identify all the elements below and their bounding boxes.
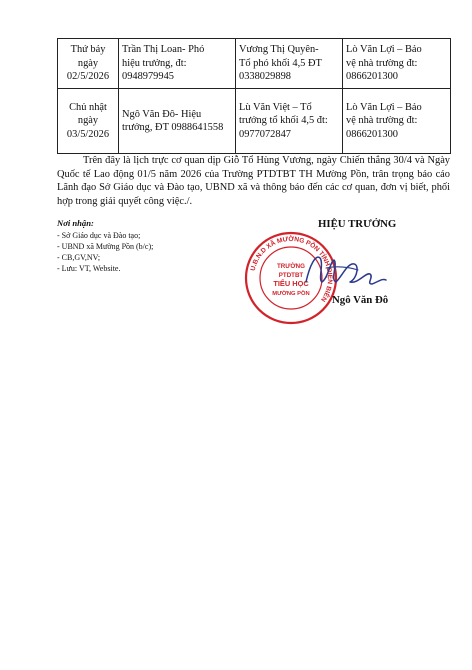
svg-text:PTDTBT: PTDTBT: [278, 272, 304, 279]
leader-cell: Trần Thị Loan- Phó hiệu trưởng, đt: 0948979945: [119, 39, 236, 89]
body-paragraph: Trên đây là lịch trực cơ quan dịp Giỗ Tổ Hùng Vương, ngày Chiến thắng 30/4 và Ngày Quốc tế Lao động 01/5 năm 2026 của Trường PTDTBT TH Mường Pồn, trân trọng báo cáo Lãnh đạo Sở Giáo dục và Đào tạo, UBND xã và thông báo đến các cơ quan, đơn vị biết, phối hợp trong giải quyết công việc./.: [57, 155, 450, 207]
guard-cell: Lò Văn Lợi – Bảo vệ nhà trường đt: 0866201300: [343, 89, 451, 154]
svg-text:TIỂU HỌC: TIỂU HỌC: [273, 279, 309, 288]
recipient-item: - CB,GV,NV;: [57, 253, 101, 262]
staff-cell: Lù Văn Việt – Tổ trưởng tổ khối 4,5 đt: 0977072847: [236, 89, 343, 154]
duty-schedule-table: [57, 38, 451, 154]
svg-text:TRƯỜNG: TRƯỜNG: [277, 263, 305, 270]
svg-text:MƯỜNG PỒN: MƯỜNG PỒN: [272, 291, 310, 297]
handwritten-signature: [300, 248, 392, 296]
signatory-name: Ngô Văn Đô: [332, 294, 389, 306]
leader-cell: Ngô Văn Đô- Hiệu trưởng, ĐT 0988641558: [119, 89, 236, 154]
recipients-block: [57, 218, 237, 274]
day-cell: Chủ nhật ngày 03/5/2026: [58, 89, 119, 154]
recipient-item: - Sở Giáo dục và Đào tạo;: [57, 231, 141, 240]
day-cell: Thứ bảy ngày 02/5/2026: [58, 39, 119, 89]
table-row: [58, 39, 451, 89]
recipient-item: - Lưu: VT, Website.: [57, 264, 121, 273]
stamp-ring-text: U.B.N.D XÃ MƯỜNG PỒN TỈNH ĐIỆN BIÊN: [249, 235, 334, 303]
signatory-title: HIỆU TRƯỞNG: [318, 218, 397, 230]
staff-cell: Vương Thị Quyên- Tổ phó khối 4,5 ĐT 0338029898: [236, 39, 343, 89]
guard-cell: Lò Văn Lợi – Bảo vệ nhà trường đt: 0866201300: [343, 39, 451, 89]
table-row: [58, 89, 451, 154]
recipients-title: Nơi nhận:: [57, 218, 94, 228]
recipient-item: - UBND xã Mường Pồn (b/c);: [57, 242, 154, 251]
